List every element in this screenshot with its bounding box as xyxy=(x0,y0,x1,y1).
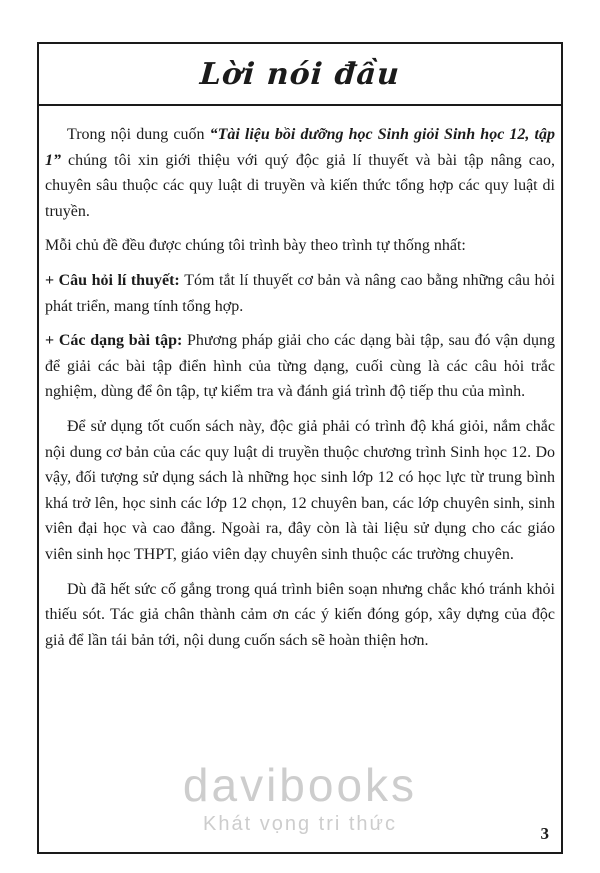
watermark-slogan: Khát vọng tri thức xyxy=(203,813,397,835)
paragraph-text: Tóm tắt lí thuyết cơ bản và nâng cao bằng những câu hỏi phát triển, mang tính tổng hợp. xyxy=(45,271,556,315)
paragraph-exercises-item xyxy=(45,328,555,405)
item-label-exercises: + Các dạng bài tập: xyxy=(45,332,188,350)
paragraph-theory-item xyxy=(45,268,555,319)
page-body xyxy=(39,106,561,653)
item-label-theory: + Câu hỏi lí thuyết: xyxy=(45,271,185,289)
paragraph-structure-note xyxy=(45,233,555,259)
paragraph-closing xyxy=(45,577,555,654)
page-frame xyxy=(37,42,563,854)
paragraph-text: chúng tôi xin giới thiệu với quý độc giả lí thuyết và bài tập nâng cao, chuyên sâu thuộc các quy luật di truyền và kiến thức tổng hợp các quy luật di truyền. xyxy=(45,151,555,220)
book-title-emphasis: “Tài liệu bồi dưỡng học Sinh giỏi Sinh học 12, tập 1” xyxy=(45,126,555,169)
page-number: 3 xyxy=(540,824,549,843)
paragraph-text: Trong nội dung cuốn xyxy=(67,126,210,143)
title-band xyxy=(39,44,561,106)
page-title: Lời nói đầu xyxy=(198,56,402,92)
watermark xyxy=(39,760,561,836)
paragraph-intro xyxy=(45,122,555,224)
paragraph-text: Để sử dụng tốt cuốn sách này, độc giả phải có trình độ khá giỏi, nắm chắc nội dung cơ bản của các quy luật di truyền thuộc chương trình Sinh học 12. Do vậy, đối tượng sử dụng sách là những học sinh lớp 12 có học lực từ trung bình khá trở lên, học sinh các lớp 12 chọn, 12 chuyên ban, các lớp chuyên sinh, sinh viên đại học và cao đẳng. Ngoài ra, đây còn là tài liệu sử dụng cho các giáo viên sinh học THPT, giáo viên dạy chuyên sinh thuộc các trường chuyên. xyxy=(45,417,555,563)
paragraph-text: Phương pháp giải cho các dạng bài tập, sau đó vận dụng để giải các bài tập điển hình của từng dạng, cuối cùng là các câu hỏi trắc nghiệm, dùng để ôn tập, tự kiểm tra và đánh giá trình độ tiếp thu của mình. xyxy=(45,332,556,401)
paragraph-text: Mỗi chủ đề đều được chúng tôi trình bày theo trình tự thống nhất: xyxy=(45,237,466,255)
paragraph-audience xyxy=(45,414,555,568)
watermark-brand: davibooks xyxy=(182,759,418,812)
paragraph-text: Dù đã hết sức cố gắng trong quá trình biên soạn nhưng chắc khó tránh khỏi thiếu sót. Tác giả chân thành cảm ơn các ý kiến đóng góp, xây dựng của độc giả để lần tái bản tới, nội dung cuốn sách sẽ hoàn thiện hơn. xyxy=(45,580,555,649)
